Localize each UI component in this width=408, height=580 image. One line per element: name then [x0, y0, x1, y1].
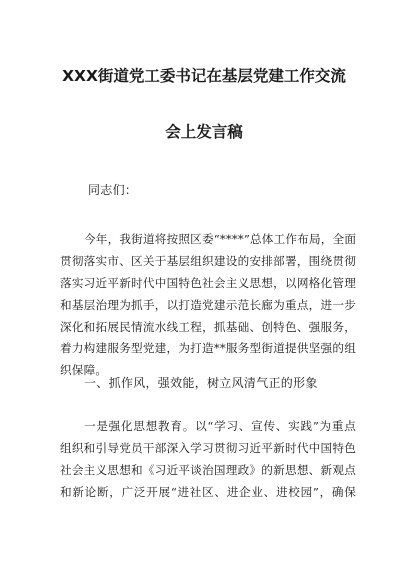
paragraph-2	[60, 416, 356, 504]
paragraph-1	[60, 229, 356, 382]
salutation: 同志们：	[88, 183, 138, 197]
paragraph-line: 和基层治理为抓手，以打造党建示范长廊为重点，进一步	[60, 297, 356, 312]
paragraph-line: 贯彻落实市、区关于基层组织建设的安排部署，围绕贯彻	[60, 253, 356, 268]
document-title-line-1: XXX街道党工委书记在基层党建工作交流	[62, 67, 346, 85]
paragraph-line: 和新论断，广泛开展“进社区、进企业、进校园”，确保	[60, 484, 356, 499]
section-heading-1: 一、抓作风，强效能，树立风清气正的形象	[84, 376, 318, 390]
paragraph-line: 今年，我街道将按照区委“****”总体工作布局，全面	[84, 232, 357, 246]
paragraph-line: 社会主义思想和《习近平谈治国理政》的新思想、新观点	[60, 462, 356, 477]
paragraph-line: 一是强化思想教育。以“学习、宣传、实践”为重点	[84, 419, 356, 433]
paragraph-line: 深化和拓展民情流水线工程，抓基础、创特色、强服务，	[60, 319, 356, 334]
paragraph-line: 着力构建服务型党建，为打造**服务型街道提供坚强的组	[60, 341, 356, 356]
document-title-line-2: 会上发言稿	[165, 123, 243, 141]
paragraph-line: 组织和引导党员干部深入学习贯彻习近平新时代中国特色	[60, 440, 356, 455]
paragraph-line: 落实习近平新时代中国特色社会主义思想，以网格化管理	[60, 275, 356, 290]
paragraph-line: 织保障。	[60, 363, 108, 378]
